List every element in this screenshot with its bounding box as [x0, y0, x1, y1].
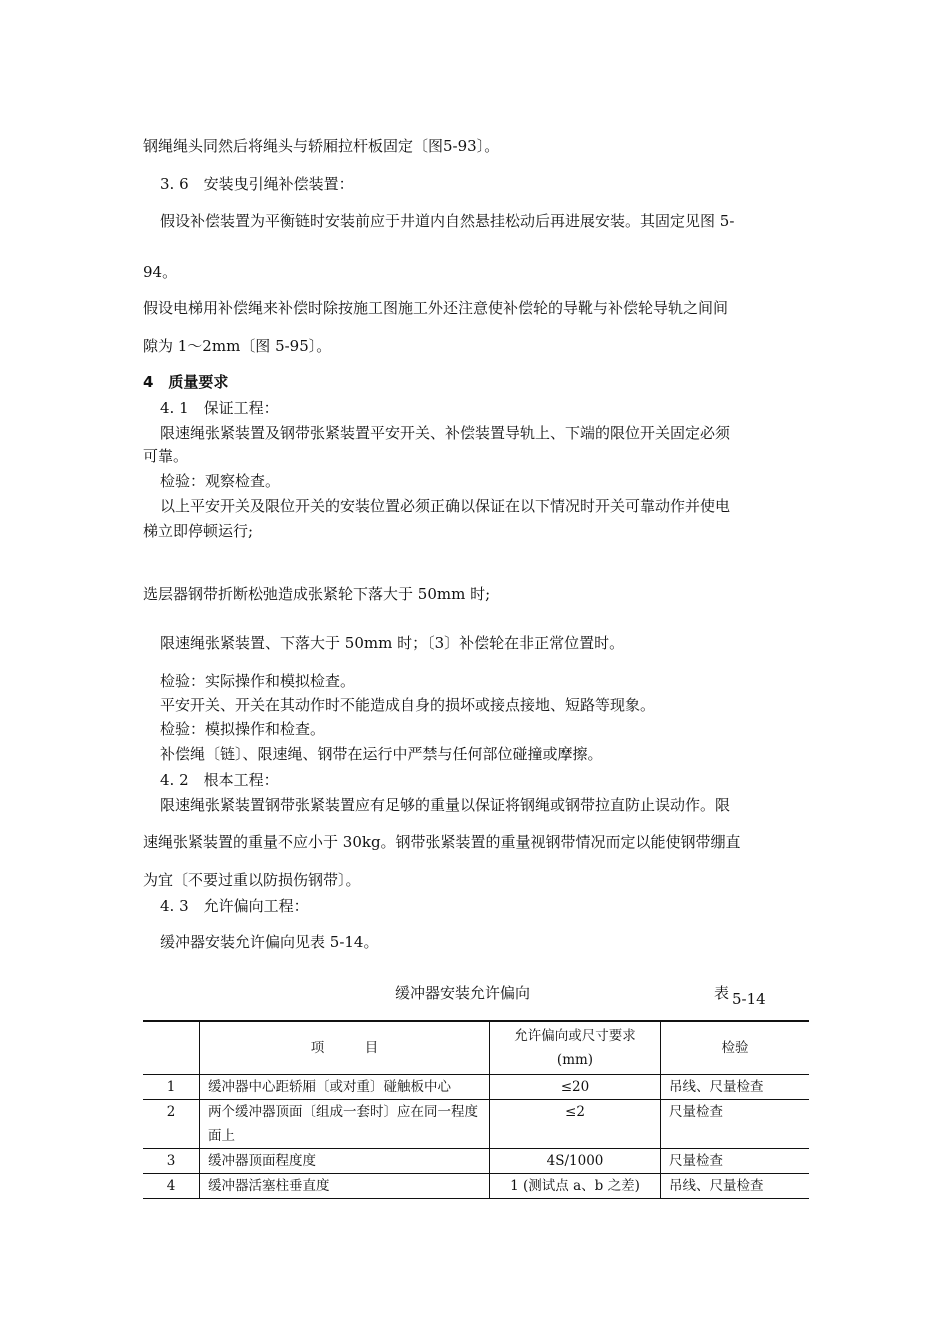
table-row	[143, 1075, 809, 1100]
row-number: 3	[143, 1149, 200, 1174]
row-item: 缓冲器中心距轿厢〔或对重〕碰触板中心	[200, 1075, 490, 1100]
paragraph: 检验：观察检查。	[160, 472, 281, 490]
row-check: 吊线、尺量检查	[661, 1075, 810, 1100]
row-item: 两个缓冲器顶面〔组成一套时〕应在同一程度面上	[200, 1100, 490, 1149]
section-heading-4: 4 质量要求	[143, 373, 229, 391]
table-row	[143, 1100, 809, 1149]
section-heading-3-6: 3. 6 安装曳引绳补偿装置：	[160, 175, 354, 193]
paragraph: 限速绳张紧装置钢带张紧装置应有足够的重量以保证将钢绳或钢带拉直防止误动作。限	[160, 796, 731, 814]
table-row	[143, 1174, 809, 1199]
header-allowance-label: 允许偏向或尺寸要求	[514, 1028, 636, 1044]
section-heading-4-2: 4. 2 根本工程：	[160, 771, 279, 789]
header-number-cell	[143, 1021, 200, 1075]
paragraph: 94。	[143, 263, 178, 281]
paragraph: 补偿绳〔链〕、限速绳、钢带在运行中严禁与任何部位碰撞或摩擦。	[160, 745, 603, 763]
paragraph: 限速绳张紧装置、下落大于 50mm 时；〔3〕补偿轮在非正常位置时。	[160, 634, 625, 652]
paragraph: 假设电梯用补偿绳来补偿时除按施工图施工外还注意使补偿轮的导靴与补偿轮导轨之间间	[143, 299, 729, 317]
paragraph: 为宜〔不要过重以防损伤钢带〕。	[143, 871, 361, 889]
paragraph: 检验：模拟操作和检查。	[160, 720, 326, 738]
table-label: 表	[714, 984, 730, 1002]
row-check: 吊线、尺量检查	[661, 1174, 810, 1199]
row-check: 尺量检查	[661, 1149, 810, 1174]
table-number: 5-14	[732, 990, 766, 1008]
paragraph: 隙为 1～2mm〔图 5-95〕。	[143, 337, 332, 355]
paragraph: 平安开关、开关在其动作时不能造成自身的损坏或接点接地、短路等现象。	[160, 696, 656, 714]
row-allowance: 1 (测试点 a、b 之差)	[490, 1174, 661, 1199]
row-allowance: ≤20	[490, 1075, 661, 1100]
row-number: 1	[143, 1075, 200, 1100]
paragraph: 可靠。	[143, 447, 189, 465]
row-item: 缓冲器顶面程度度	[200, 1149, 490, 1174]
row-allowance: ≤2	[490, 1100, 661, 1149]
table-caption: 缓冲器安装允许偏向	[395, 984, 531, 1002]
row-number: 4	[143, 1174, 200, 1199]
header-allowance	[490, 1021, 661, 1075]
paragraph: 钢绳绳头同然后将绳头与轿厢拉杆板固定〔图5-93〕。	[143, 137, 500, 155]
row-item: 缓冲器活塞柱垂直度	[200, 1174, 490, 1199]
header-check: 检验	[661, 1021, 810, 1075]
section-heading-4-3: 4. 3 允许偏向工程：	[160, 897, 309, 915]
paragraph: 选层器钢带折断松弛造成张紧轮下落大于 50mm 时;	[143, 585, 491, 603]
row-check: 尺量检查	[661, 1100, 810, 1149]
paragraph: 缓冲器安装允许偏向见表 5-14。	[160, 933, 379, 951]
header-item: 项 目	[200, 1021, 490, 1075]
section-heading-4-1: 4. 1 保证工程：	[160, 399, 279, 417]
table-row	[143, 1149, 809, 1174]
table-header-row	[143, 1021, 809, 1075]
paragraph: 梯立即停顿运行;	[143, 522, 254, 540]
tolerance-table	[143, 1020, 809, 1199]
paragraph: 以上平安开关及限位开关的安装位置必须正确以保证在以下情况时开关可靠动作并使电	[160, 497, 731, 515]
paragraph: 检验：实际操作和模拟检查。	[160, 672, 356, 690]
row-allowance: 4S/1000	[490, 1149, 661, 1174]
header-allowance-unit: (mm)	[556, 1052, 594, 1068]
row-number: 2	[143, 1100, 200, 1149]
paragraph: 限速绳张紧装置及钢带张紧装置平安开关、补偿装置导轨上、下端的限位开关固定必须	[160, 424, 731, 442]
paragraph: 速绳张紧装置的重量不应小于 30kg。钢带张紧装置的重量视钢带情况而定以能使钢带绷直	[143, 833, 741, 851]
paragraph: 假设补偿装置为平衡链时安装前应于井道内自然悬挂松动后再进展安装。其固定见图 5-	[160, 212, 735, 230]
